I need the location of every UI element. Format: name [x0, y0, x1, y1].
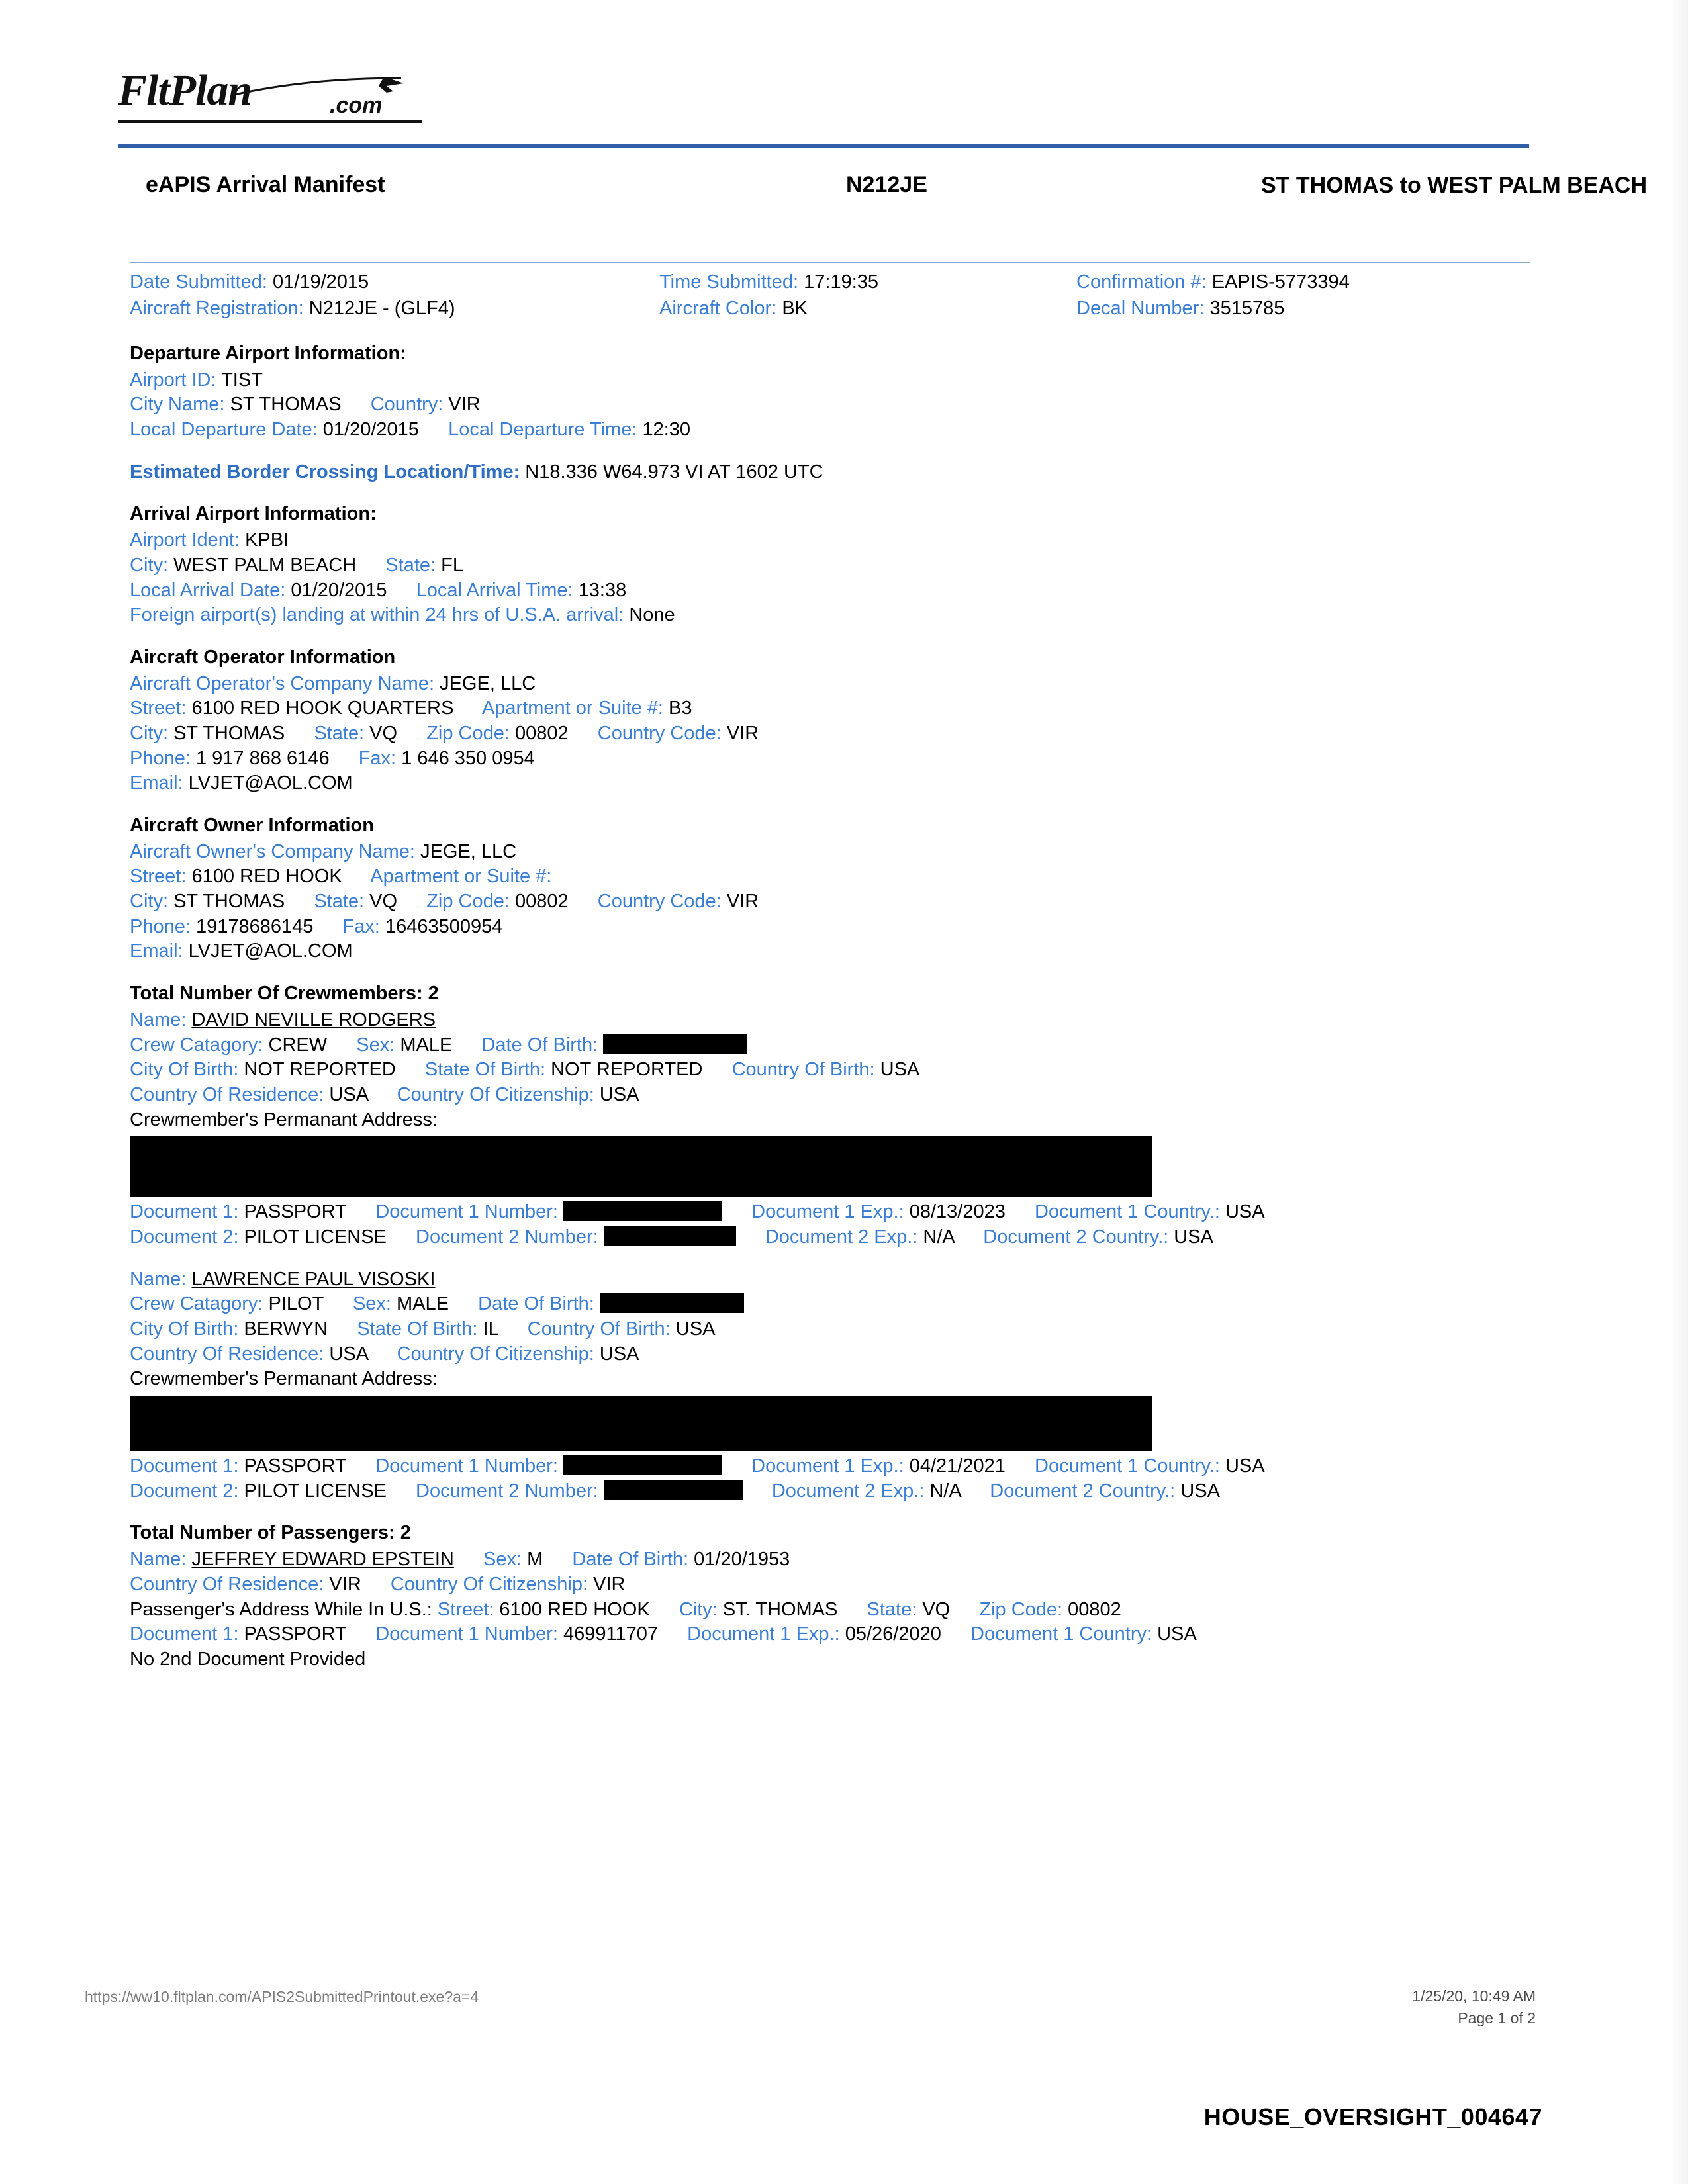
time-submitted-label: Time Submitted: [659, 271, 799, 293]
owner-fax-label: Fax: [342, 915, 380, 937]
owner-email-line [130, 939, 1540, 964]
owner-phone-label: Phone: [130, 915, 191, 937]
decal-label: Decal Number: [1076, 298, 1205, 319]
operator-country-label: Country Code: [597, 722, 722, 744]
departure-airport-id [130, 368, 1540, 393]
footer-timestamp: 1/25/20, 10:49 AM [1412, 1987, 1536, 2005]
registration-label: Aircraft Registration: [130, 298, 304, 319]
arrival-time-value: 13:38 [578, 579, 627, 601]
arrival-city-label: City: [130, 554, 168, 576]
crew-doc2-value: PILOT LICENSE [244, 1480, 387, 1502]
operator-apt-value: B3 [669, 698, 692, 719]
operator-company-value: JEGE, LLC [440, 672, 536, 694]
departure-airport-id-label: Airport ID: [130, 369, 216, 390]
arrival-datetime [130, 578, 1540, 604]
operator-company-label: Aircraft Operator's Company Name: [130, 672, 435, 694]
passenger-doc1-line [130, 1622, 1540, 1647]
arrival-ident [130, 528, 1540, 553]
owner-country-value: VIR [726, 891, 759, 913]
arrival-date-value: 01/20/2015 [291, 579, 387, 601]
passenger-sex-label: Sex: [483, 1549, 522, 1570]
crew-residence-label: Country Of Residence: [130, 1083, 324, 1105]
border-crossing-label: Estimated Border Crossing Location/Time: [130, 461, 520, 482]
arrival-state-value: FL [441, 554, 463, 576]
operator-zip-label: Zip Code: [426, 722, 510, 744]
crew-doc1-num-redaction [563, 1455, 722, 1475]
departure-country-value: VIR [448, 394, 481, 416]
operator-phone-value: 1 917 868 6146 [195, 747, 330, 769]
crew-address-label: Crewmember's Permanant Address: [130, 1109, 438, 1130]
departure-country-label: Country: [370, 394, 444, 416]
crew-doc1-country-value: USA [1225, 1455, 1265, 1477]
owner-phone-value: 19178686145 [195, 915, 314, 937]
crew-residence-value: USA [329, 1343, 368, 1365]
crew-doc1-num-label: Document 1 Number: [375, 1455, 558, 1477]
crew-citizenship-label: Country Of Citizenship: [397, 1083, 594, 1105]
operator-company [130, 672, 1540, 697]
logo-wordmark: FltPlan [118, 66, 252, 114]
foreign-airports-value: None [629, 604, 675, 626]
crew-city-birth-value: NOT REPORTED [244, 1059, 396, 1081]
crew-birth-line [130, 1317, 1540, 1342]
departure-date-label: Local Departure Date: [130, 419, 318, 441]
arrival-city [130, 553, 1540, 578]
crew-city-birth-value: BERWYN [244, 1318, 328, 1340]
owner-email-value: LVJET@AOL.COM [188, 940, 353, 962]
crew-address-label-line [130, 1367, 1540, 1392]
crew-doc1-country-label: Document 1 Country.: [1035, 1455, 1220, 1477]
passenger-no-second-doc-line [130, 1647, 1540, 1672]
crew-heading: Total Number Of Crewmembers: 2 [130, 983, 439, 1005]
submission-info [130, 270, 1540, 324]
crew-residence-label: Country Of Residence: [130, 1343, 324, 1365]
crew-dob-label: Date Of Birth: [478, 1293, 594, 1315]
operator-street [130, 696, 1540, 721]
header-divider [118, 144, 1529, 148]
operator-phone-label: Phone: [130, 747, 191, 769]
departure-airport-id-value: TIST [221, 369, 263, 390]
crew-doc1-country-label: Document 1 Country.: [1035, 1201, 1220, 1223]
owner-company-label: Aircraft Owner's Company Name: [130, 841, 415, 862]
owner-email-label: Email: [130, 940, 183, 962]
crew-doc1-value: PASSPORT [244, 1455, 347, 1477]
airplane-icon [230, 75, 429, 99]
operator-email-line [130, 771, 1540, 796]
crew-address-redaction [130, 1136, 1152, 1197]
footer-page-number: Page 1 of 2 [1458, 2009, 1536, 2027]
crew-citizenship-label: Country Of Citizenship: [397, 1343, 594, 1365]
passenger-no-second-doc: No 2nd Document Provided [130, 1648, 366, 1670]
owner-country-label: Country Code: [597, 891, 722, 913]
crew-sex-label: Sex: [356, 1034, 395, 1056]
crew-doc2-line [130, 1479, 1540, 1504]
crew-doc2-exp-value: N/A [923, 1226, 955, 1248]
confirmation-row [1076, 270, 1350, 295]
date-submitted-value: 01/19/2015 [273, 271, 369, 293]
passenger-address-line [130, 1598, 1540, 1623]
crew-doc1-label: Document 1: [130, 1201, 239, 1223]
operator-city-label: City: [130, 722, 168, 744]
owner-zip-value: 00802 [514, 891, 569, 913]
crew-residence-line [130, 1083, 1540, 1108]
manifest-body [130, 270, 1540, 1672]
passenger-name-label: Name: [130, 1549, 187, 1570]
passenger-citizenship-label: Country Of Citizenship: [390, 1573, 588, 1595]
departure-time-label: Local Departure Time: [448, 419, 637, 441]
crew-member [130, 1008, 1540, 1250]
arrival-ident-value: KPBI [245, 529, 289, 551]
crew-birth-line [130, 1058, 1540, 1083]
border-crossing-row [130, 460, 1540, 485]
passenger-doc1-exp-value: 05/26/2020 [845, 1623, 941, 1645]
crew-category-value: CREW [268, 1034, 328, 1056]
crew-citizenship-value: USA [599, 1083, 639, 1105]
date-submitted-label: Date Submitted: [130, 271, 267, 293]
passenger-doc1-value: PASSPORT [244, 1623, 347, 1645]
crew-category-value: PILOT [268, 1293, 324, 1315]
arrival-time-label: Local Arrival Time: [416, 579, 573, 601]
owner-street-label: Street: [130, 866, 187, 887]
crew-name-label: Name: [130, 1009, 187, 1030]
crew-doc2-num-redaction [604, 1226, 736, 1246]
crew-state-birth-value: NOT REPORTED [551, 1059, 703, 1081]
operator-zip-value: 00802 [514, 722, 569, 744]
departure-date-value: 01/20/2015 [322, 419, 419, 441]
owner-heading: Aircraft Owner Information [130, 815, 374, 836]
footer-url: https://ww10.fltplan.com/APIS2SubmittedPrintout.exe?a=4 [85, 1988, 479, 2005]
route-title: ST THOMAS to WEST PALM BEACH [1261, 173, 1647, 198]
date-submitted-row [130, 270, 369, 295]
crew-doc1-line [130, 1200, 1540, 1225]
owner-fax-value: 16463500954 [385, 915, 503, 937]
crew-doc2-value: PILOT LICENSE [244, 1226, 387, 1248]
passenger-city-label: City: [679, 1598, 718, 1620]
aircraft-color-row [659, 296, 808, 322]
footer-meta [1192, 1985, 1536, 2030]
decal-row [1076, 296, 1284, 322]
crew-country-birth-value: USA [880, 1059, 920, 1081]
operator-email-label: Email: [130, 772, 183, 794]
title-divider [130, 262, 1530, 263]
owner-company [130, 840, 1540, 865]
logo-underline [118, 120, 422, 123]
crew-doc2-label: Document 2: [130, 1480, 239, 1502]
passenger-zip-label: Zip Code: [979, 1598, 1063, 1620]
crew-address-redaction [130, 1396, 1152, 1451]
operator-state-value: VQ [369, 722, 398, 744]
passenger-street-value: 6100 RED HOOK [499, 1598, 650, 1620]
passenger-dob-value: 01/20/1953 [694, 1549, 790, 1570]
crew-member [130, 1267, 1540, 1504]
departure-time-value: 12:30 [642, 419, 691, 441]
passenger-doc1-num-label: Document 1 Number: [375, 1623, 558, 1645]
crew-doc2-country-label: Document 2 Country.: [983, 1226, 1169, 1248]
decal-value: 3515785 [1209, 298, 1285, 319]
arrival-city-value: WEST PALM BEACH [173, 554, 357, 576]
crew-dob-redaction [600, 1293, 744, 1313]
crew-category-line [130, 1292, 1540, 1317]
crew-dob-label: Date Of Birth: [481, 1034, 598, 1056]
arrival-heading: Arrival Airport Information: [130, 503, 377, 525]
aircraft-color-value: BK [782, 298, 808, 319]
operator-fax-value: 1 646 350 0954 [401, 747, 535, 769]
passenger-doc1-country-value: USA [1157, 1623, 1197, 1645]
operator-apt-label: Apartment or Suite #: [481, 698, 663, 719]
crew-doc2-country-value: USA [1180, 1480, 1220, 1502]
crew-name-value: DAVID NEVILLE RODGERS [191, 1009, 436, 1030]
crew-doc2-exp-label: Document 2 Exp.: [765, 1226, 918, 1248]
operator-heading: Aircraft Operator Information [130, 646, 396, 668]
owner-city-label: City: [130, 891, 168, 913]
crew-dob-redaction [603, 1034, 747, 1054]
operator-email-value: LVJET@AOL.COM [188, 772, 353, 794]
owner-street-value: 6100 RED HOOK [191, 866, 342, 887]
arrival-ident-label: Airport Ident: [130, 529, 240, 551]
departure-datetime [130, 418, 1540, 443]
departure-heading: Departure Airport Information: [130, 343, 406, 364]
operator-phone-line [130, 747, 1540, 772]
crew-doc2-line [130, 1225, 1540, 1250]
crew-doc1-country-value: USA [1225, 1201, 1265, 1223]
operator-street-label: Street: [130, 698, 187, 719]
crew-city-birth-label: City Of Birth: [130, 1059, 239, 1081]
crew-doc1-exp-label: Document 1 Exp.: [751, 1201, 904, 1223]
crew-doc1-exp-value: 04/21/2021 [909, 1455, 1006, 1477]
passenger-residence-label: Country Of Residence: [130, 1573, 324, 1595]
operator-country-value: VIR [726, 722, 759, 744]
crew-doc2-exp-label: Document 2 Exp.: [771, 1480, 925, 1502]
passenger-name-value: JEFFREY EDWARD EPSTEIN [191, 1549, 454, 1570]
crew-residence-value: USA [329, 1083, 368, 1105]
passenger-state-label: State: [867, 1598, 917, 1620]
registration-row [130, 296, 455, 322]
crew-doc2-num-label: Document 2 Number: [416, 1226, 598, 1248]
operator-fax-label: Fax: [358, 747, 397, 769]
crew-name-label: Name: [130, 1268, 187, 1290]
crew-state-birth-value: IL [483, 1318, 498, 1340]
crew-state-birth-label: State Of Birth: [424, 1059, 546, 1081]
passengers-heading: Total Number of Passengers: 2 [130, 1522, 411, 1544]
passenger-name-line [130, 1547, 1540, 1572]
passenger-state-value: VQ [922, 1598, 951, 1620]
page-edge-shadow [1671, 0, 1688, 2184]
crew-doc1-line [130, 1454, 1540, 1479]
crew-address-label-line [130, 1108, 1540, 1133]
crew-doc1-label: Document 1: [130, 1455, 239, 1477]
passenger-doc1-label: Document 1: [130, 1623, 239, 1645]
crew-category-label: Crew Catagory: [130, 1034, 263, 1056]
passenger-address-label: Passenger's Address While In U.S.: [130, 1598, 432, 1620]
crew-sex-label: Sex: [352, 1293, 391, 1315]
crew-doc2-num-redaction [604, 1480, 743, 1500]
crew-doc1-value: PASSPORT [244, 1201, 347, 1223]
time-submitted-value: 17:19:35 [804, 271, 879, 293]
aircraft-color-label: Aircraft Color: [659, 298, 777, 319]
document-header [118, 167, 1647, 240]
crew-doc2-country-value: USA [1174, 1226, 1213, 1248]
crew-doc2-label: Document 2: [130, 1226, 239, 1248]
departure-city-value: ST THOMAS [230, 394, 342, 416]
crew-doc1-exp-value: 08/13/2023 [909, 1201, 1006, 1223]
crew-country-birth-label: Country Of Birth: [731, 1059, 875, 1081]
crew-city-birth-label: City Of Birth: [130, 1318, 239, 1340]
owner-city-line [130, 889, 1540, 915]
crew-doc1-exp-label: Document 1 Exp.: [751, 1455, 904, 1477]
owner-city-value: ST THOMAS [173, 891, 285, 913]
fltplan-logo [118, 52, 462, 131]
tail-number: N212JE [846, 172, 927, 197]
departure-city [130, 392, 1540, 418]
owner-state-value: VQ [369, 891, 398, 913]
crew-name-value: LAWRENCE PAUL VISOSKI [191, 1268, 436, 1290]
passenger-city-value: ST. THOMAS [722, 1598, 838, 1620]
crew-sex-value: MALE [400, 1034, 453, 1056]
passenger-doc1-num-value: 469911707 [563, 1623, 659, 1645]
border-crossing-value: N18.336 W64.973 VI AT 1602 UTC [525, 461, 823, 482]
crew-name-line [130, 1267, 1540, 1293]
passenger-citizenship-value: VIR [593, 1573, 626, 1595]
passenger-doc1-exp-label: Document 1 Exp.: [687, 1623, 840, 1645]
operator-city-line [130, 721, 1540, 747]
owner-state-label: State: [314, 891, 365, 913]
crew-doc2-country-label: Document 2 Country.: [990, 1480, 1176, 1502]
confirmation-label: Confirmation #: [1076, 271, 1207, 293]
crew-residence-line [130, 1342, 1540, 1367]
confirmation-value: EAPIS-5773394 [1211, 271, 1350, 293]
crew-category-line [130, 1033, 1540, 1058]
passenger-residence-line [130, 1572, 1540, 1598]
crew-category-label: Crew Catagory: [130, 1293, 263, 1315]
crew-sex-value: MALE [397, 1293, 449, 1315]
passenger-dob-label: Date Of Birth: [572, 1549, 689, 1570]
passenger-zip-value: 00802 [1068, 1598, 1121, 1620]
page-title: eAPIS Arrival Manifest [146, 172, 385, 197]
passenger-residence-value: VIR [329, 1573, 361, 1595]
crew-country-birth-label: Country Of Birth: [527, 1318, 671, 1340]
time-submitted-row [659, 270, 878, 295]
foreign-airports-row [130, 603, 1540, 628]
owner-street [130, 864, 1540, 889]
logo-suffix: .com [330, 93, 383, 118]
owner-apt-label: Apartment or Suite #: [370, 866, 552, 887]
passenger-entry [130, 1547, 1540, 1672]
crew-state-birth-label: State Of Birth: [357, 1318, 478, 1340]
crew-country-birth-value: USA [675, 1318, 716, 1340]
passenger-street-label: Street: [437, 1598, 494, 1620]
owner-zip-label: Zip Code: [426, 891, 510, 913]
crew-name-line [130, 1008, 1540, 1033]
crew-citizenship-value: USA [599, 1343, 639, 1365]
operator-city-value: ST THOMAS [173, 722, 285, 744]
crew-address-label: Crewmember's Permanant Address: [130, 1368, 438, 1390]
registration-value: N212JE - (GLF4) [308, 298, 455, 319]
operator-street-value: 6100 RED HOOK QUARTERS [191, 698, 454, 719]
owner-phone-line [130, 915, 1540, 940]
departure-city-label: City Name: [130, 394, 225, 416]
bates-number: HOUSE_OVERSIGHT_004647 [1203, 2103, 1542, 2130]
crew-doc1-num-label: Document 1 Number: [375, 1201, 558, 1223]
passenger-doc1-country-label: Document 1 Country: [970, 1623, 1152, 1645]
operator-state-label: State: [314, 722, 365, 744]
crew-doc2-exp-value: N/A [929, 1480, 961, 1502]
arrival-date-label: Local Arrival Date: [130, 579, 286, 601]
crew-doc2-num-label: Document 2 Number: [416, 1480, 598, 1502]
passenger-sex-value: M [527, 1549, 543, 1570]
arrival-state-label: State: [385, 554, 436, 576]
foreign-airports-label: Foreign airport(s) landing at within 24 hrs of U.S.A. arrival: [130, 604, 624, 626]
crew-doc1-num-redaction [563, 1201, 722, 1221]
owner-company-value: JEGE, LLC [420, 841, 517, 862]
